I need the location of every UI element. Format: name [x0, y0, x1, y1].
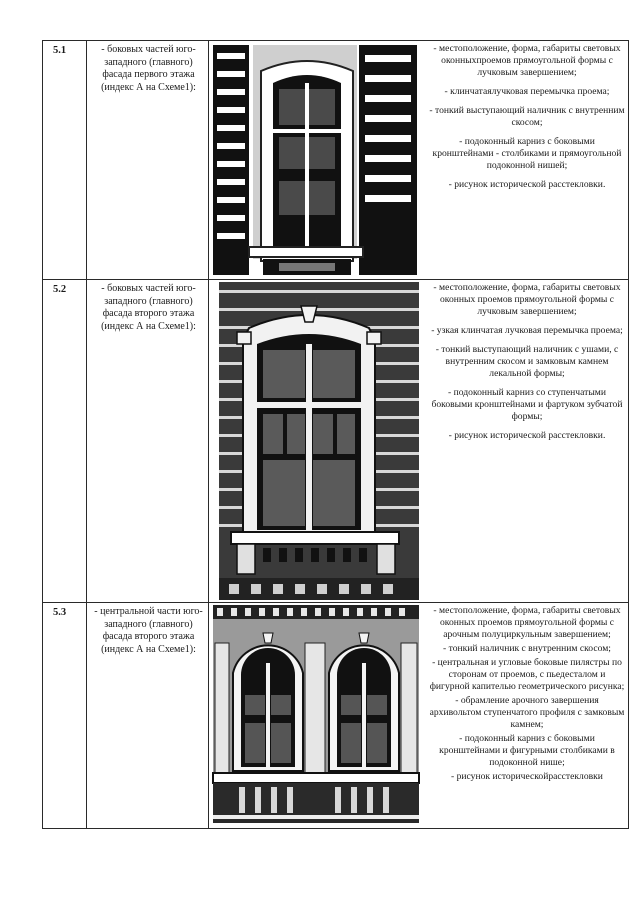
feature-item: - местоположение, форма, габариты световых оконных проемов прямоугольной формы с арочным полуциркульным завершением;: [433, 605, 621, 640]
feature-item: - рисунок исторической расстекловки.: [448, 430, 606, 441]
feature-item: - клинчатаялучковая перемычка проема;: [444, 86, 610, 97]
arched-window-photo: [209, 280, 422, 602]
row-description: - боковых частей юго-западного (главного) фасада первого этажа (индекс А на Схеме1):: [101, 44, 196, 93]
feature-item: - рисунок историческойрасстекловки: [451, 771, 603, 782]
row-number: 5.1: [53, 45, 67, 56]
row-number: 5.2: [53, 284, 67, 295]
row-number: 5.3: [53, 607, 67, 618]
photo-cell: [209, 41, 423, 280]
feature-item: - подоконный карниз с боковыми кронштейнами и фигурными столбиками в подоконной нише;: [439, 733, 615, 768]
table-row: [43, 280, 629, 603]
photo-cell: [209, 280, 423, 603]
table-row: [43, 41, 629, 280]
features-cell: [423, 41, 629, 280]
table-row: [43, 603, 629, 829]
row-description: - центральной части юго-западного (главного) фасада второго этажа (индекс А на Схеме1):: [94, 606, 203, 655]
photo-cell: [209, 603, 423, 829]
feature-item: - обрамление арочного завершения архивольтом ступенчатого профиля с замковым камнем;: [429, 695, 625, 730]
row-description-cell: [87, 41, 209, 280]
feature-item: - центральная и угловые боковые пилястры по сторонам от проемов, с пьедесталом и фигурной капителью геометрического рисунка;: [429, 657, 625, 692]
row-number-cell: [43, 280, 87, 603]
feature-item: - местоположение, форма, габариты световых оконныхпроемов прямоугольной формы с лучковым завершением;: [433, 43, 621, 78]
feature-item: - рисунок исторической расстекловки.: [448, 179, 606, 190]
heritage-features-table: [42, 40, 629, 829]
row-description: - боковых частей юго-западного (главного) фасада второго этажа (индекс А на Схеме1):: [101, 283, 196, 332]
feature-item: - местоположение, форма, габариты световых оконных проемов прямоугольной формы с лучковым завершением;: [433, 282, 621, 317]
row-number-cell: [43, 41, 87, 280]
feature-item: - тонкий наличник с внутренним скосом;: [443, 643, 611, 654]
feature-item: - узкая клинчатая лучковая перемычка проема;: [431, 325, 623, 336]
feature-item: - тонкий выступающий наличник с ушами, с внутренним скосом и замковым камнем лекальной формы;: [435, 344, 619, 379]
feature-item: - подоконный карниз со ступенчатыми боковыми кронштейнами и фартуком зубчатой формы;: [431, 387, 623, 422]
feature-item: - подоконный карниз с боковыми кронштейнами - столбиками и прямоугольной подоконной нишей;: [432, 136, 622, 171]
row-description-cell: [87, 280, 209, 603]
features-list: [423, 41, 628, 191]
row-description-cell: [87, 603, 209, 829]
features-cell: [423, 603, 629, 829]
feature-item: - тонкий выступающий наличник с внутренним скосом;: [429, 105, 625, 128]
features-cell: [423, 280, 629, 603]
features-list: [423, 280, 628, 442]
double-arched-window-photo: [209, 603, 422, 828]
row-number-cell: [43, 603, 87, 829]
arched-window-photo: [209, 41, 422, 279]
features-list: [423, 603, 628, 783]
